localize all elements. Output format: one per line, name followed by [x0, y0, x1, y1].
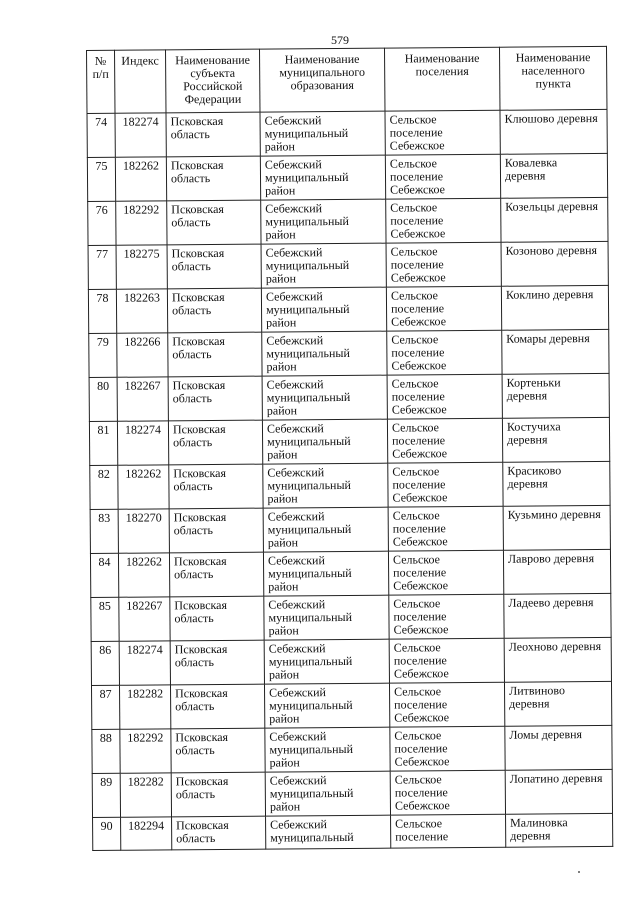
- cell-number-text: 82: [97, 466, 110, 481]
- cell-index: [115, 113, 166, 157]
- cell-number: [90, 509, 118, 553]
- cell-settlement: [389, 682, 504, 727]
- cell-subject: [170, 640, 264, 685]
- cell-settlement: [388, 550, 503, 595]
- cell-number-text: 89: [100, 774, 113, 789]
- cell-municipality: [263, 507, 388, 552]
- cell-number-text: 81: [97, 422, 110, 437]
- header-settlement: [384, 47, 499, 111]
- cell-locality: [501, 197, 608, 242]
- table-row: [90, 505, 610, 553]
- cell-municipality-text: Себежский муниципальный: [270, 817, 354, 845]
- header-index-text: Индекс: [121, 53, 159, 68]
- cell-municipality: [261, 243, 386, 288]
- cell-locality: [501, 241, 608, 286]
- cell-municipality-text: Себежский муниципальный район: [268, 685, 353, 726]
- cell-locality: [502, 329, 609, 374]
- cell-index-text: 182294: [128, 818, 165, 833]
- cell-index: [116, 289, 167, 333]
- cell-index: [120, 773, 171, 817]
- cell-locality-text: Кортеньки деревня: [506, 375, 561, 403]
- cell-locality: [503, 461, 610, 506]
- cell-settlement: [391, 814, 506, 848]
- cell-settlement: [385, 110, 500, 155]
- cell-municipality: [265, 771, 390, 816]
- localities-table: [86, 46, 613, 851]
- cell-locality-text: Козельцы деревня: [505, 198, 599, 214]
- cell-index: [116, 201, 167, 245]
- table-row: [87, 109, 607, 157]
- cell-municipality: [261, 199, 386, 244]
- cell-subject-text: Псковская область: [172, 377, 226, 406]
- cell-settlement-text: Сельское поселение Себежское: [390, 244, 446, 285]
- table-row: [88, 285, 608, 333]
- cell-locality: [502, 417, 609, 462]
- cell-municipality-text: Себежский муниципальный район: [265, 289, 350, 330]
- table-header: [87, 46, 607, 113]
- cell-locality-text: Комары деревня: [506, 331, 590, 346]
- cell-number-text: 77: [96, 246, 109, 261]
- cell-number: [88, 201, 116, 245]
- cell-index: [119, 685, 170, 729]
- cell-number: [89, 377, 117, 421]
- cell-locality: [502, 373, 609, 418]
- header-number: [87, 50, 115, 113]
- table-row: [92, 725, 612, 773]
- cell-index: [121, 817, 172, 850]
- cell-municipality-text: Себежский муниципальный район: [269, 729, 354, 770]
- cell-subject-text: Псковская область: [170, 157, 224, 186]
- cell-locality: [504, 637, 611, 682]
- cell-settlement: [385, 154, 500, 199]
- cell-settlement-text: Сельское поселение Себежское: [391, 376, 447, 417]
- cell-number: [87, 113, 115, 157]
- cell-locality: [505, 725, 612, 770]
- cell-subject: [167, 200, 261, 245]
- document-sheet: [86, 46, 612, 851]
- cell-municipality: [266, 815, 391, 849]
- cell-subject-text: Псковская область: [174, 641, 228, 670]
- cell-municipality: [261, 287, 386, 332]
- cell-locality: [504, 681, 611, 726]
- cell-number-text: 90: [100, 818, 113, 833]
- cell-number-text: 80: [97, 378, 110, 393]
- cell-number: [92, 773, 120, 817]
- cell-number-text: 79: [96, 334, 109, 349]
- cell-locality-text: Козоново деревня: [505, 242, 598, 258]
- cell-index-text: 182292: [127, 730, 164, 745]
- cell-locality-text: Литвиново деревня: [508, 683, 566, 711]
- cell-index: [118, 553, 169, 597]
- cell-subject-text: Псковская область: [175, 729, 229, 758]
- cell-settlement: [386, 242, 501, 287]
- cell-subject-text: Псковская область: [173, 553, 227, 582]
- cell-number-text: 78: [96, 290, 109, 305]
- cell-locality-text: Ковалевка деревня: [504, 155, 558, 183]
- cell-index-text: 182270: [125, 510, 162, 525]
- header-index: [115, 50, 166, 113]
- cell-locality: [506, 813, 613, 847]
- table-row: [91, 637, 611, 685]
- cell-number: [89, 333, 117, 377]
- header-subject: [166, 49, 260, 113]
- cell-subject-text: Псковская область: [172, 333, 225, 362]
- cell-number: [91, 641, 119, 685]
- cell-settlement-text: Сельское поселение Себежское: [390, 288, 447, 329]
- cell-index-text: 182262: [125, 554, 163, 569]
- cell-locality: [500, 109, 607, 154]
- table-row: [89, 329, 609, 377]
- cell-settlement-text: Сельское поселение Себежское: [391, 420, 448, 461]
- cell-subject: [172, 816, 266, 850]
- cell-locality-text: Леохново деревня: [508, 638, 602, 654]
- cell-municipality: [263, 551, 388, 596]
- table-row: [91, 681, 611, 729]
- cell-municipality-text: Себежский муниципальный район: [267, 509, 352, 550]
- cell-subject-text: Псковская область: [171, 245, 225, 274]
- cell-settlement: [390, 770, 505, 815]
- cell-municipality: [260, 111, 385, 156]
- cell-settlement-text: Сельское поселение Себежское: [394, 728, 450, 769]
- cell-index: [117, 377, 168, 421]
- cell-locality-text: Клюшово деревня: [504, 110, 598, 126]
- cell-number: [87, 157, 115, 201]
- cell-subject-text: Псковская область: [171, 289, 225, 318]
- cell-locality: [505, 769, 612, 814]
- table-row: [91, 593, 611, 641]
- cell-settlement-text: Сельское поселение Себежское: [389, 156, 446, 197]
- table-body: [87, 109, 613, 850]
- cell-settlement: [387, 374, 502, 419]
- cell-subject: [170, 596, 264, 641]
- cell-subject: [169, 508, 263, 553]
- cell-index-text: 182274: [122, 114, 159, 129]
- cell-subject-text: Псковская область: [170, 113, 224, 142]
- cell-number: [91, 597, 119, 641]
- cell-subject-text: Псковская область: [172, 421, 226, 450]
- table-row: [89, 417, 609, 465]
- cell-settlement-text: Сельское поселение Себежское: [393, 640, 449, 681]
- cell-number: [88, 245, 116, 289]
- cell-number-text: 83: [98, 510, 111, 525]
- cell-locality-text: Красиково деревня: [507, 463, 562, 491]
- cell-number-text: 85: [98, 598, 111, 613]
- cell-subject: [168, 420, 262, 465]
- cell-settlement: [387, 330, 502, 375]
- table-row: [92, 769, 612, 817]
- cell-settlement-text: Сельское поселение: [395, 816, 449, 844]
- cell-municipality-text: Себежский муниципальный район: [267, 553, 352, 594]
- cell-municipality-text: Себежский муниципальный район: [264, 157, 349, 198]
- cell-locality-text: Коклино деревня: [505, 287, 594, 302]
- cell-settlement: [389, 638, 504, 683]
- cell-settlement-text: Сельское поселение Себежское: [389, 112, 445, 153]
- cell-municipality: [264, 639, 389, 684]
- cell-subject-text: Псковская область: [174, 597, 228, 626]
- cell-municipality-text: Себежский муниципальный район: [265, 245, 350, 286]
- cell-locality: [504, 593, 611, 638]
- cell-municipality: [263, 463, 388, 508]
- cell-municipality-text: Себежский муниципальный район: [269, 773, 354, 814]
- cell-locality-text: Лаврово деревня: [507, 551, 595, 566]
- cell-subject: [167, 288, 261, 333]
- page-number: 579: [331, 33, 349, 47]
- cell-locality-text: Ладеево деревня: [508, 595, 594, 610]
- cell-municipality-text: Себежский муниципальный район: [266, 377, 351, 418]
- header-municipality-text: Наименование муниципального образования: [279, 51, 366, 93]
- cell-index-text: 182275: [123, 246, 160, 261]
- cell-municipality: [264, 595, 389, 640]
- cell-index-text: 182267: [126, 598, 163, 613]
- header-row: [87, 46, 607, 113]
- cell-index: [119, 641, 170, 685]
- cell-settlement-text: Сельское поселение Себежское: [391, 332, 447, 373]
- cell-municipality-text: Себежский муниципальный район: [265, 201, 349, 242]
- cell-municipality-text: Себежский муниципальный район: [268, 641, 353, 682]
- table-row: [90, 461, 610, 509]
- cell-locality-text: Лопатино деревня: [509, 770, 603, 786]
- cell-index: [118, 465, 169, 509]
- cell-subject-text: Псковская область: [175, 773, 229, 802]
- table-row: [93, 813, 613, 850]
- cell-settlement: [390, 726, 505, 771]
- cell-subject: [168, 376, 262, 421]
- cell-locality: [501, 285, 608, 330]
- cell-number-text: 87: [99, 686, 112, 701]
- cell-municipality-text: Себежский муниципальный район: [266, 421, 351, 462]
- cell-subject: [171, 772, 265, 817]
- cell-settlement-text: Сельское поселение Себежское: [393, 596, 449, 637]
- header-number-text: № п/п: [92, 53, 109, 81]
- table-row: [90, 549, 610, 597]
- cell-index-text: 182282: [127, 774, 164, 789]
- table-row: [88, 241, 608, 289]
- cell-settlement-text: Сельское поселение Себежское: [390, 200, 446, 241]
- cell-index: [117, 421, 168, 465]
- scan-speck: [578, 871, 580, 873]
- header-settlement-text: Наименование поселения: [404, 50, 480, 79]
- cell-locality-text: Ломы деревня: [509, 727, 583, 742]
- cell-number: [90, 465, 118, 509]
- cell-index-text: 182282: [127, 686, 164, 701]
- cell-municipality-text: Себежский муниципальный район: [266, 333, 350, 374]
- cell-index: [118, 509, 169, 553]
- cell-settlement-text: Сельское поселение Себежское: [392, 508, 448, 549]
- header-locality-text: Наименование населенного пункта: [515, 50, 591, 91]
- cell-settlement: [386, 286, 501, 331]
- table-row: [89, 373, 609, 421]
- cell-settlement-text: Сельское поселение Себежское: [393, 684, 450, 725]
- cell-locality-text: Костучиха деревня: [506, 419, 561, 447]
- cell-locality-text: Кузьмино деревня: [507, 506, 601, 522]
- cell-number: [90, 553, 118, 597]
- cell-subject: [166, 156, 260, 201]
- cell-subject: [166, 112, 260, 157]
- cell-subject-text: Псковская область: [171, 201, 224, 230]
- cell-locality-text: Малиновка деревня: [510, 815, 568, 843]
- cell-index-text: 182292: [123, 202, 160, 217]
- cell-settlement: [389, 594, 504, 639]
- cell-index-text: 182262: [122, 158, 159, 173]
- cell-settlement-text: Сельское поселение Себежское: [392, 464, 448, 505]
- cell-municipality-text: Себежский муниципальный район: [267, 465, 351, 506]
- cell-municipality-text: Себежский муниципальный район: [268, 597, 353, 638]
- cell-index: [117, 333, 168, 377]
- cell-settlement: [388, 462, 503, 507]
- header-municipality: [259, 48, 384, 112]
- table-row: [88, 197, 608, 245]
- cell-number: [92, 729, 120, 773]
- cell-number-text: 75: [95, 158, 108, 173]
- cell-index: [119, 597, 170, 641]
- cell-subject: [167, 244, 261, 289]
- cell-subject: [171, 728, 265, 773]
- table-row: [87, 153, 607, 201]
- cell-municipality: [262, 331, 387, 376]
- cell-locality: [503, 505, 610, 550]
- header-locality: [499, 46, 606, 110]
- cell-index: [116, 245, 167, 289]
- cell-index-text: 182263: [123, 290, 161, 305]
- cell-subject-text: Псковская область: [176, 817, 229, 846]
- cell-subject: [170, 684, 264, 729]
- cell-settlement-text: Сельское поселение Себежское: [394, 772, 450, 813]
- cell-settlement-text: Сельское поселение Себежское: [392, 552, 449, 593]
- cell-municipality: [265, 727, 390, 772]
- cell-subject-text: Псковская область: [175, 685, 228, 714]
- cell-municipality: [264, 683, 389, 728]
- cell-number-text: 76: [95, 202, 108, 217]
- cell-index-text: 182274: [124, 422, 162, 437]
- cell-settlement: [387, 418, 502, 463]
- header-subject-text: Наименование субъекта Российской Федерации: [175, 52, 251, 107]
- cell-number: [89, 421, 117, 465]
- cell-number: [91, 685, 119, 729]
- cell-locality: [503, 549, 610, 594]
- cell-number-text: 88: [99, 730, 112, 745]
- cell-number: [88, 289, 116, 333]
- cell-subject-text: Псковская область: [173, 465, 227, 494]
- cell-index-text: 182262: [125, 466, 162, 481]
- cell-number: [93, 817, 121, 850]
- cell-municipality-text: Себежский муниципальный район: [264, 113, 349, 154]
- cell-subject: [169, 552, 263, 597]
- cell-municipality: [260, 155, 385, 200]
- cell-subject-text: Псковская область: [173, 509, 227, 538]
- cell-subject: [168, 332, 262, 377]
- cell-locality: [500, 153, 607, 198]
- cell-index: [120, 729, 171, 773]
- cell-index-text: 182274: [126, 642, 163, 657]
- cell-municipality: [262, 419, 387, 464]
- cell-municipality: [262, 375, 387, 420]
- cell-settlement: [386, 198, 501, 243]
- cell-subject: [169, 464, 263, 509]
- cell-index: [115, 157, 166, 201]
- cell-number-text: 86: [99, 642, 112, 657]
- cell-number-text: 74: [95, 114, 108, 129]
- cell-index-text: 182266: [124, 334, 161, 349]
- cell-settlement: [388, 506, 503, 551]
- cell-number-text: 84: [98, 554, 111, 569]
- cell-index-text: 182267: [124, 378, 161, 393]
